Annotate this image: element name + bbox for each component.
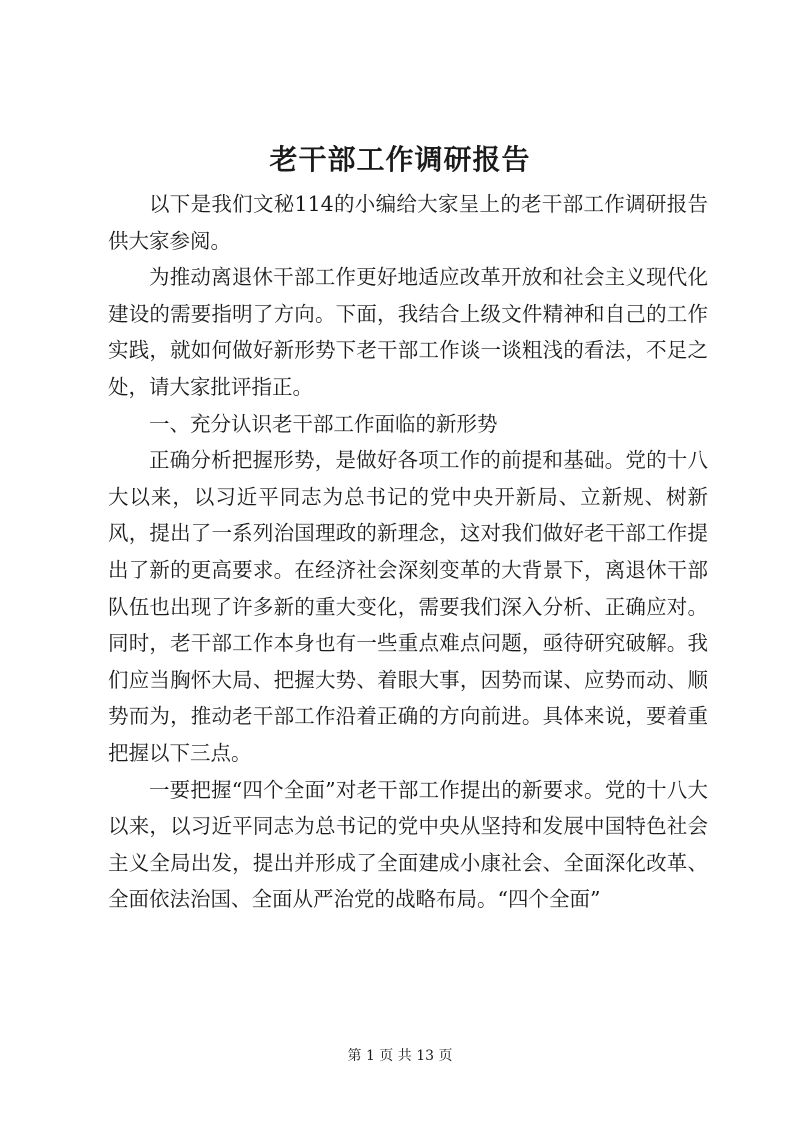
intro-paragraph: 以下是我们文秘114的小编给大家呈上的老干部工作调研报告供大家参阅。	[108, 192, 708, 253]
body-paragraph: 正确分析把握形势，是做好各项工作的前提和基础。党的十八大以来，以习近平同志为总书记的党中央开新局、立新规、树新风，提出了一系列治国理政的新理念，这对我们做好老干部工作提出了新的更高要求。在经济社会深刻变革的大背景下，离退休干部队伍也出现了许多新的重大变化，需要我们深入分析、正确应对。同时，老干部工作本身也有一些重点难点问题，亟待研究破解。我们应当胸怀大局、把握大势、着眼大事，因势而谋、应势而动、顺势而为，推动老干部工作沿着正确的方向前进。具体来说，要着重把握以下三点。	[108, 448, 708, 765]
document-body	[108, 186, 708, 918]
section-heading: 一、充分认识老干部工作面临的新形势	[149, 411, 498, 436]
page-number-footer: 第 1 页 共 13 页	[347, 1048, 453, 1064]
document-title: 老干部工作调研报告	[269, 143, 531, 176]
preface-paragraph: 为推动离退休干部工作更好地适应改革开放和社会主义现代化建设的需要指明了方向。下面，我结合上级文件精神和自己的工作实践，就如何做好新形势下老干部工作谈一谈粗浅的看法，不足之处，请大家批评指正。	[108, 265, 708, 399]
body-paragraph: 一要把握“四个全面”对老干部工作提出的新要求。党的十八大以来，以习近平同志为总书记的党中央从坚持和发展中国特色社会主义全局出发，提出并形成了全面建成小康社会、全面深化改革、全面依法治国、全面从严治党的战略布局。“四个全面”	[108, 777, 708, 912]
